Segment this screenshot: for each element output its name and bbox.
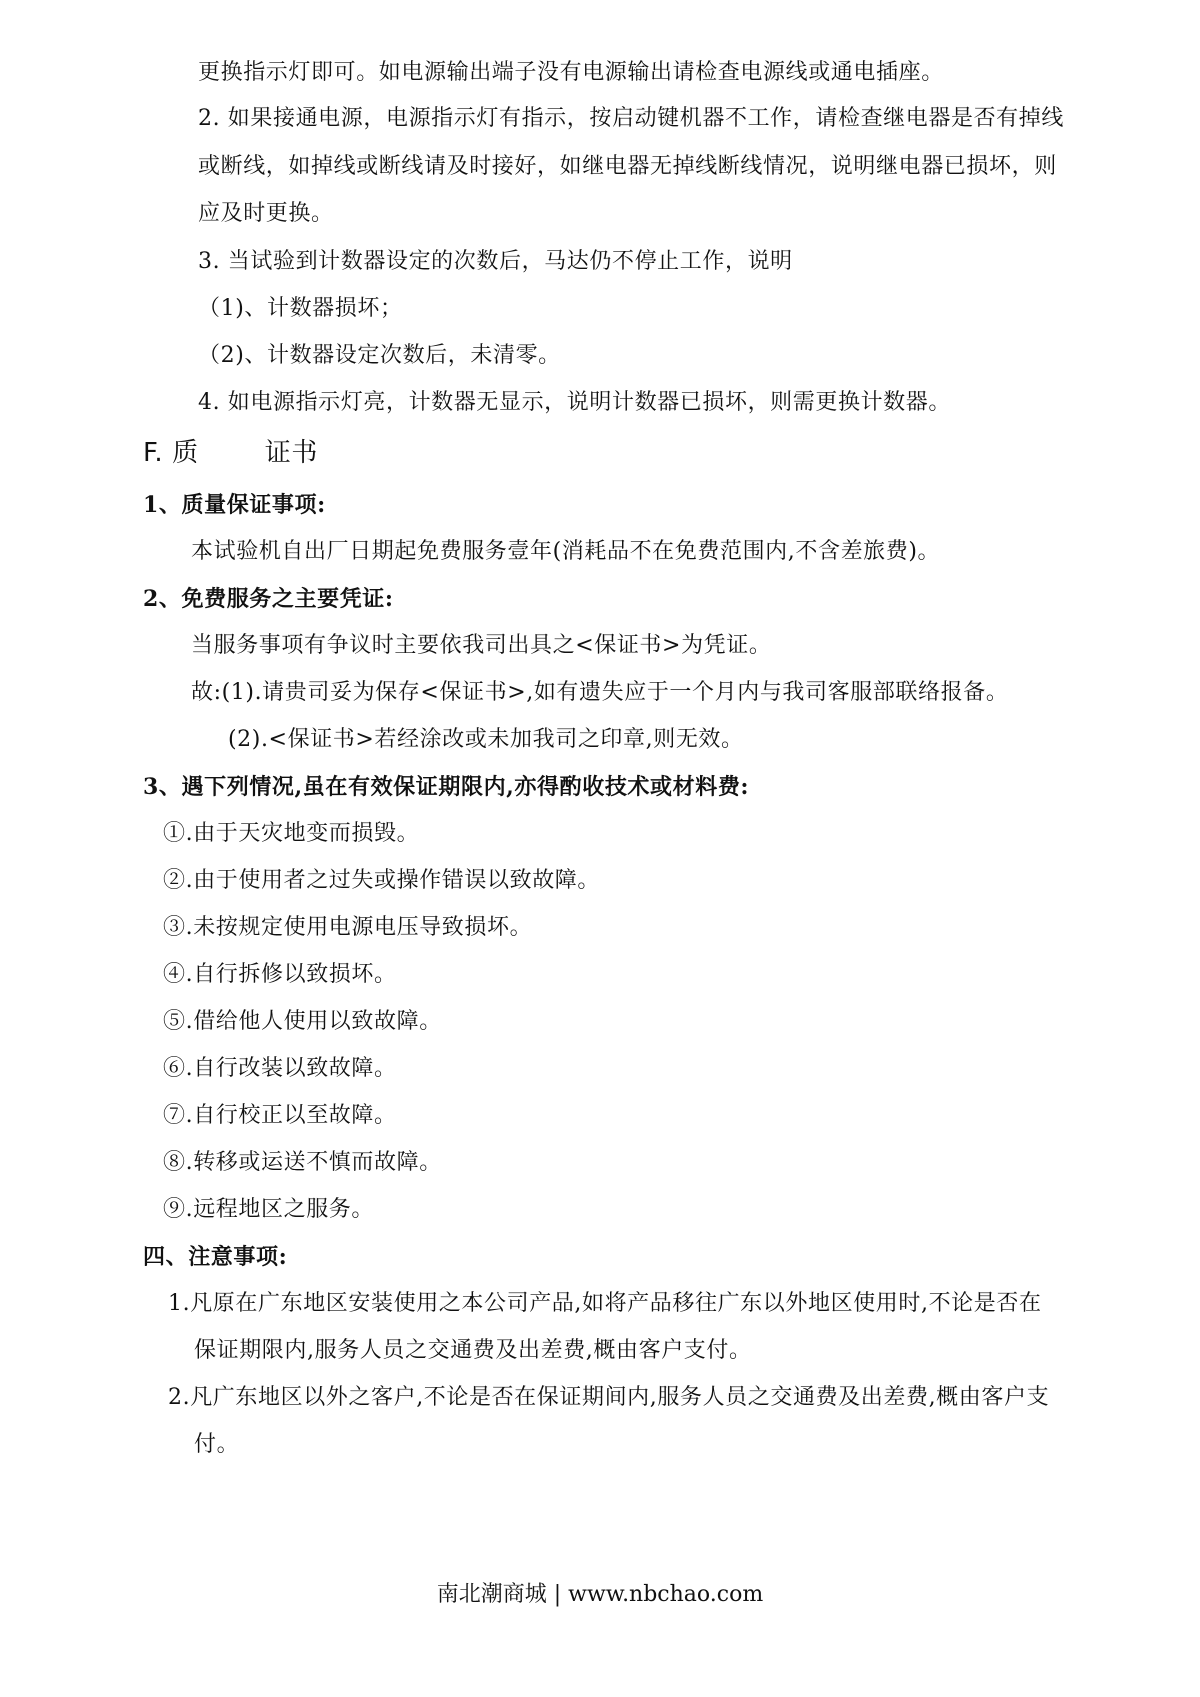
troubleshoot-item-2-cont: 或断线，如掉线或断线请及时接好，如继电器无掉线断线情况，说明继电器已损坏，则 [198,154,1057,179]
heading-warranty: 1、质量保证事项: [143,492,326,518]
exception-item: ②.由于使用者之过失或操作错误以致故障。 [163,868,600,893]
troubleshoot-item-3-sub: （1)、计数器损坏； [198,296,403,321]
section-title-right: 证书 [264,438,318,468]
voucher-text: 当服务事项有争议时主要依我司出具之<保证书>为凭证。 [191,633,772,658]
heading-voucher: 2、免费服务之主要凭证: [143,586,394,612]
exception-item: ①.由于天灾地变而损毁。 [163,821,420,846]
note-item-1-cont: 保证期限内,服务人员之交通费及出差费,概由客户支付。 [194,1338,752,1363]
section-title [143,438,318,468]
exception-item: ③.未按规定使用电源电压导致损坏。 [163,915,533,940]
note-item-2: 2.凡广东地区以外之客户,不论是否在保证期间内,服务人员之交通费及出差费,概由客户支 [168,1385,1050,1410]
exception-item: ⑧.转移或运送不慎而故障。 [163,1150,442,1175]
troubleshoot-item-4: 4. 如电源指示灯亮，计数器无显示，说明计数器已损坏，则需更换计数器。 [198,390,951,415]
voucher-text: (2).<保证书>若经涂改或未加我司之印章,则无效。 [228,727,744,752]
heading-exceptions: 3、遇下列情况,虽在有效保证期限内,亦得酌收技术或材料费: [143,774,750,800]
exception-item: ④.自行拆修以致损坏。 [163,962,397,987]
continued-line: 更换指示灯即可。如电源输出端子没有电源输出请检查电源线或通电插座。 [198,60,944,85]
troubleshoot-item-2-cont: 应及时更换。 [198,201,334,226]
exception-item: ⑥.自行改装以致故障。 [163,1056,397,1081]
note-item-1: 1.凡原在广东地区安装使用之本公司产品,如将产品移往广东以外地区使用时,不论是否在 [168,1291,1042,1316]
warranty-text: 本试验机自出厂日期起免费服务壹年(消耗品不在免费范围内,不含差旅费)。 [191,539,941,564]
troubleshoot-item-3-sub: （2)、计数器设定次数后，未清零。 [198,343,561,368]
exception-item: ⑨.远程地区之服务。 [163,1197,374,1222]
troubleshoot-item-2: 2. 如果接通电源，电源指示灯有指示，按启动键机器不工作，请检查继电器是否有掉线 [198,106,1064,131]
exception-item: ⑦.自行校正以至故障。 [163,1103,397,1128]
section-title-left: F. 质 [143,438,199,468]
heading-notes: 四、注意事项: [143,1244,288,1270]
voucher-text: 故:(1).请贵司妥为保存<保证书>,如有遗失应于一个月内与我司客服部联络报备。 [191,680,1009,705]
troubleshoot-item-3: 3. 当试验到计数器设定的次数后，马达仍不停止工作，说明 [198,249,793,274]
note-item-2-cont: 付。 [194,1432,240,1457]
page-footer: 南北潮商城 | www.nbchao.com [436,1582,764,1607]
exception-item: ⑤.借给他人使用以致故障。 [163,1009,442,1034]
